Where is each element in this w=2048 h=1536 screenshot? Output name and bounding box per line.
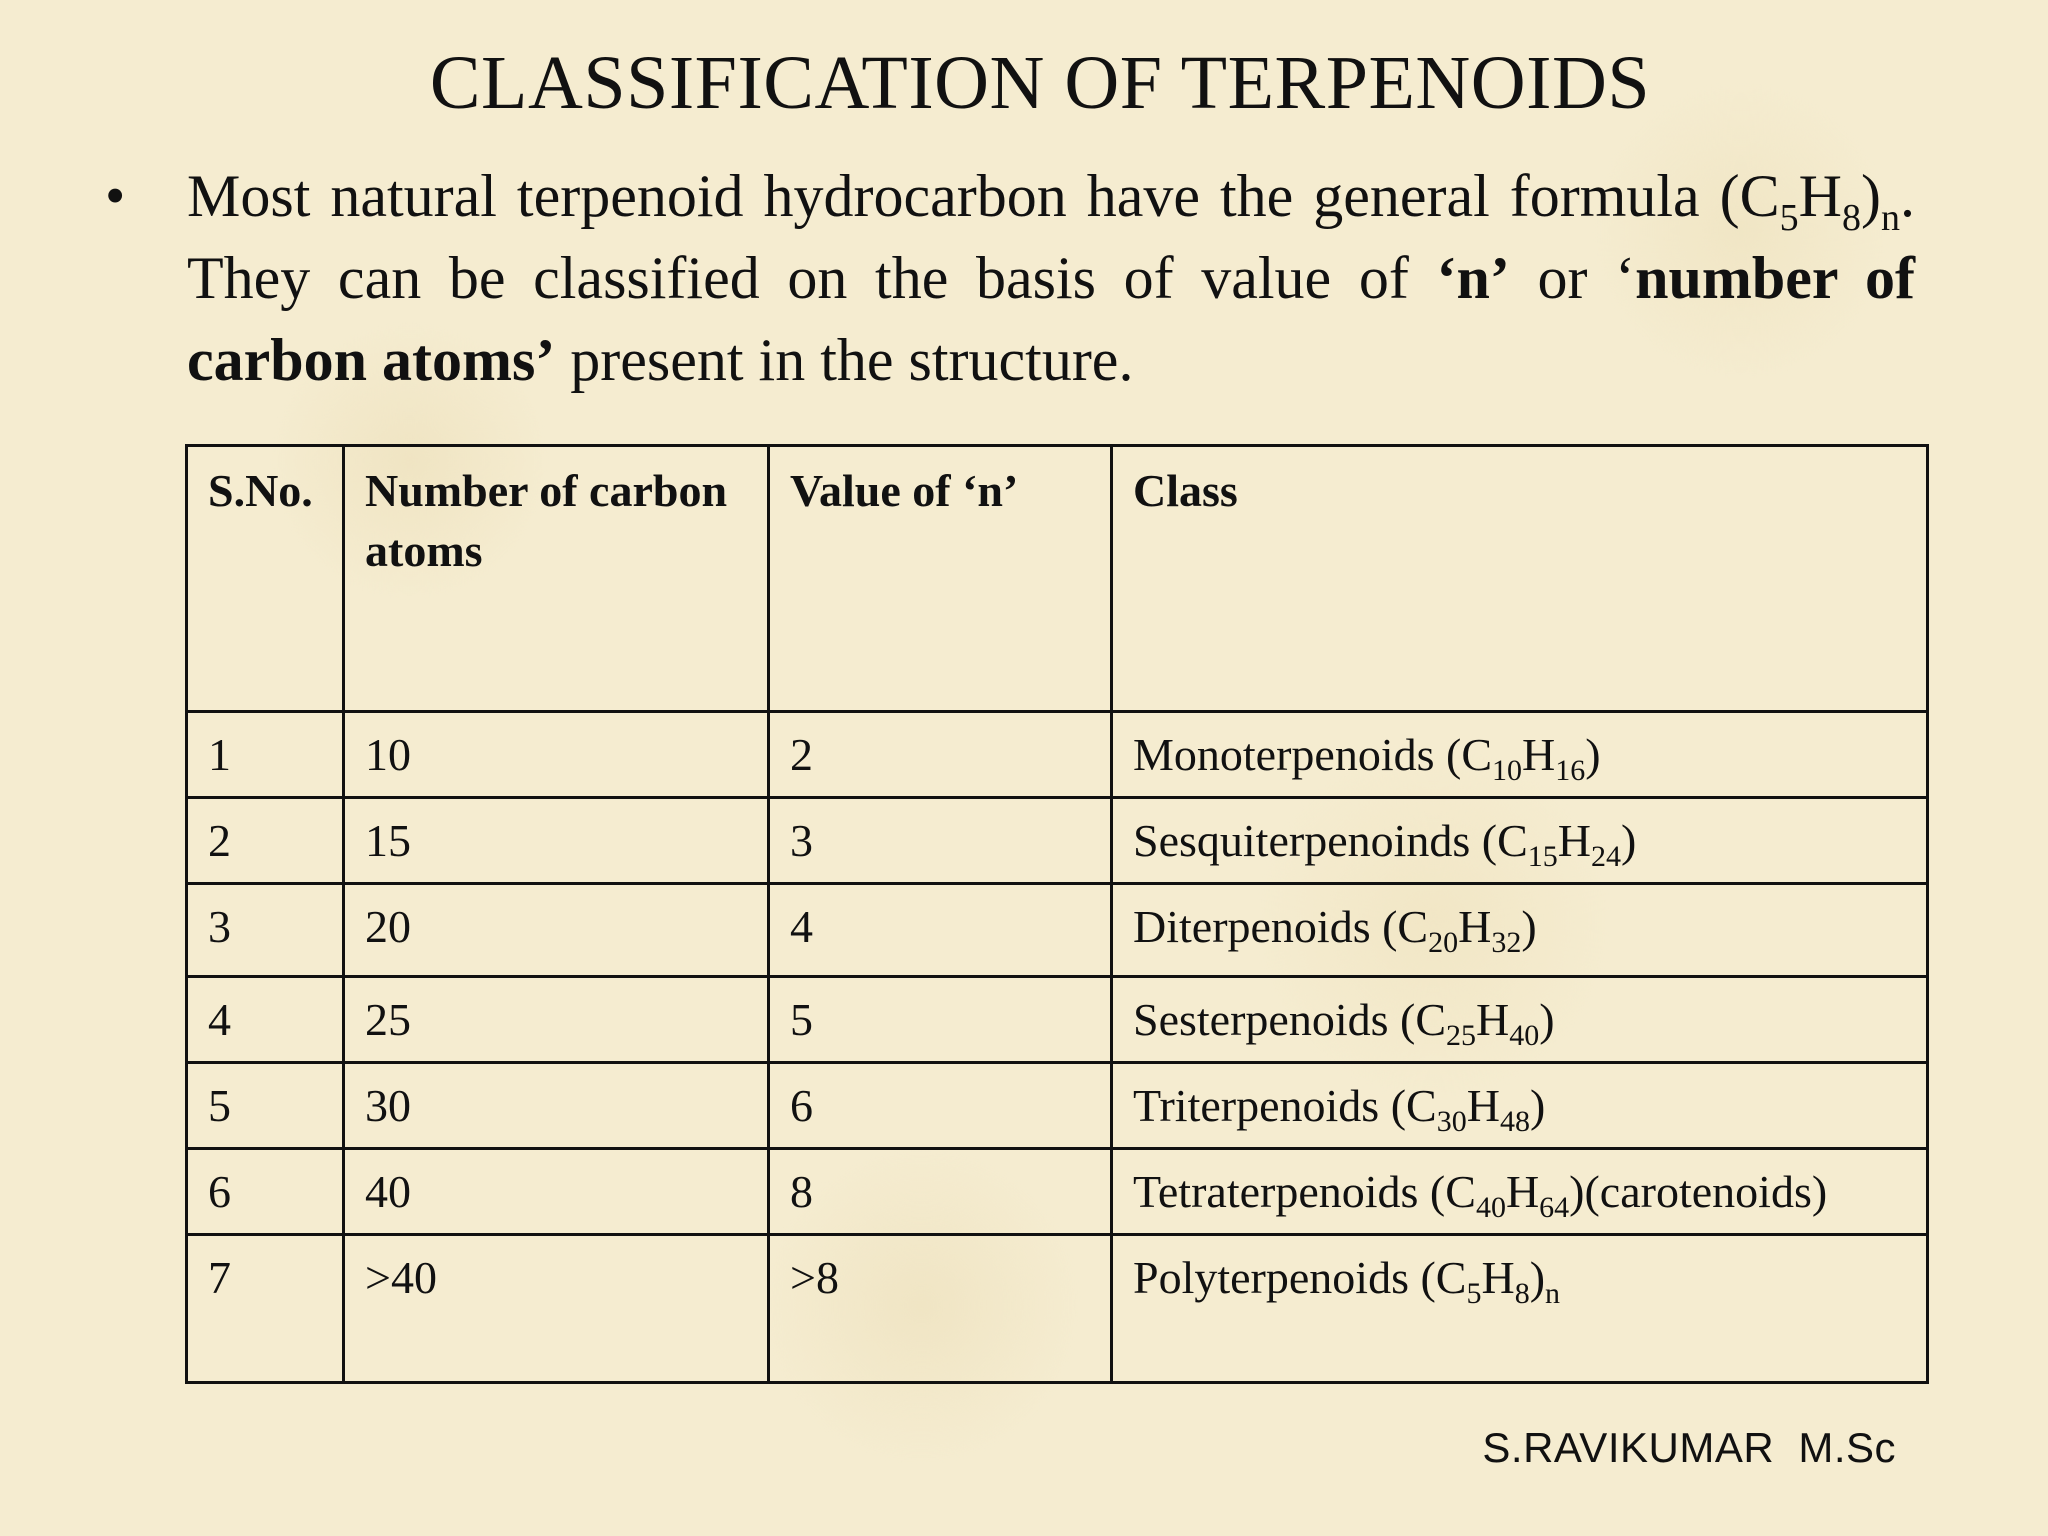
header-sno: S.No.	[187, 446, 344, 712]
cell-value-n: 3	[769, 798, 1112, 884]
table-row	[187, 977, 1928, 1063]
cell-sno: 4	[187, 977, 344, 1063]
header-class: Class	[1112, 446, 1928, 712]
table-row	[187, 798, 1928, 884]
terpenoid-classification-table	[185, 444, 1929, 1384]
bullet-point	[105, 155, 1915, 401]
header-value-n: Value of ‘n’	[769, 446, 1112, 712]
cell-value-n: >8	[769, 1235, 1112, 1383]
cell-value-n: 5	[769, 977, 1112, 1063]
cell-class: Polyterpenoids $(C_5H_8)_n$	[1112, 1235, 1928, 1383]
header-carbon-atoms: Number of carbon atoms	[344, 446, 769, 712]
cell-value-n: 2	[769, 712, 1112, 798]
cell-class: Sesterpenoids $(C_{25}H_{40})$	[1112, 977, 1928, 1063]
cell-class: Diterpenoids $(C_{20}H_{32})$	[1112, 884, 1928, 977]
table-row	[187, 1149, 1928, 1235]
cell-value-n: 4	[769, 884, 1112, 977]
cell-class: Sesquiterpenoinds $(C_{15}H_{24})$	[1112, 798, 1928, 884]
table-row	[187, 712, 1928, 798]
cell-sno: 1	[187, 712, 344, 798]
cell-carbon-atoms: 25	[344, 977, 769, 1063]
bullet-icon: •	[105, 163, 126, 228]
table-row	[187, 1063, 1928, 1149]
cell-value-n: 6	[769, 1063, 1112, 1149]
cell-carbon-atoms: 20	[344, 884, 769, 977]
slide-title: CLASSIFICATION OF TERPENOIDS	[429, 41, 1651, 125]
table-row	[187, 884, 1928, 977]
cell-class: Monoterpenoids $(C_{10}H_{16})$	[1112, 712, 1928, 798]
cell-class: Triterpenoids $(C_{30}H_{48})$	[1112, 1063, 1928, 1149]
cell-carbon-atoms: 30	[344, 1063, 769, 1149]
cell-class: Tetraterpenoids $(C_{40}H_{64})(carotenoids)$	[1112, 1149, 1928, 1235]
cell-sno: 7	[187, 1235, 344, 1383]
table-body	[187, 712, 1928, 1383]
author-footer: S.RAVIKUMAR M.Sc	[1482, 1424, 1896, 1471]
cell-sno: 3	[187, 884, 344, 977]
cell-sno: 6	[187, 1149, 344, 1235]
cell-sno: 2	[187, 798, 344, 884]
cell-carbon-atoms: 40	[344, 1149, 769, 1235]
cell-carbon-atoms: >40	[344, 1235, 769, 1383]
bullet-text: Most natural terpenoid hydrocarbon have the general formula $(C_5H_8)_n$. They can be classified on the basis of value of ‘n’ or ‘number of carbon atoms’ present in the structure.	[187, 163, 1916, 393]
cell-carbon-atoms: 10	[344, 712, 769, 798]
cell-carbon-atoms: 15	[344, 798, 769, 884]
table-header-row	[187, 446, 1928, 712]
cell-sno: 5	[187, 1063, 344, 1149]
cell-value-n: 8	[769, 1149, 1112, 1235]
table-row	[187, 1235, 1928, 1383]
